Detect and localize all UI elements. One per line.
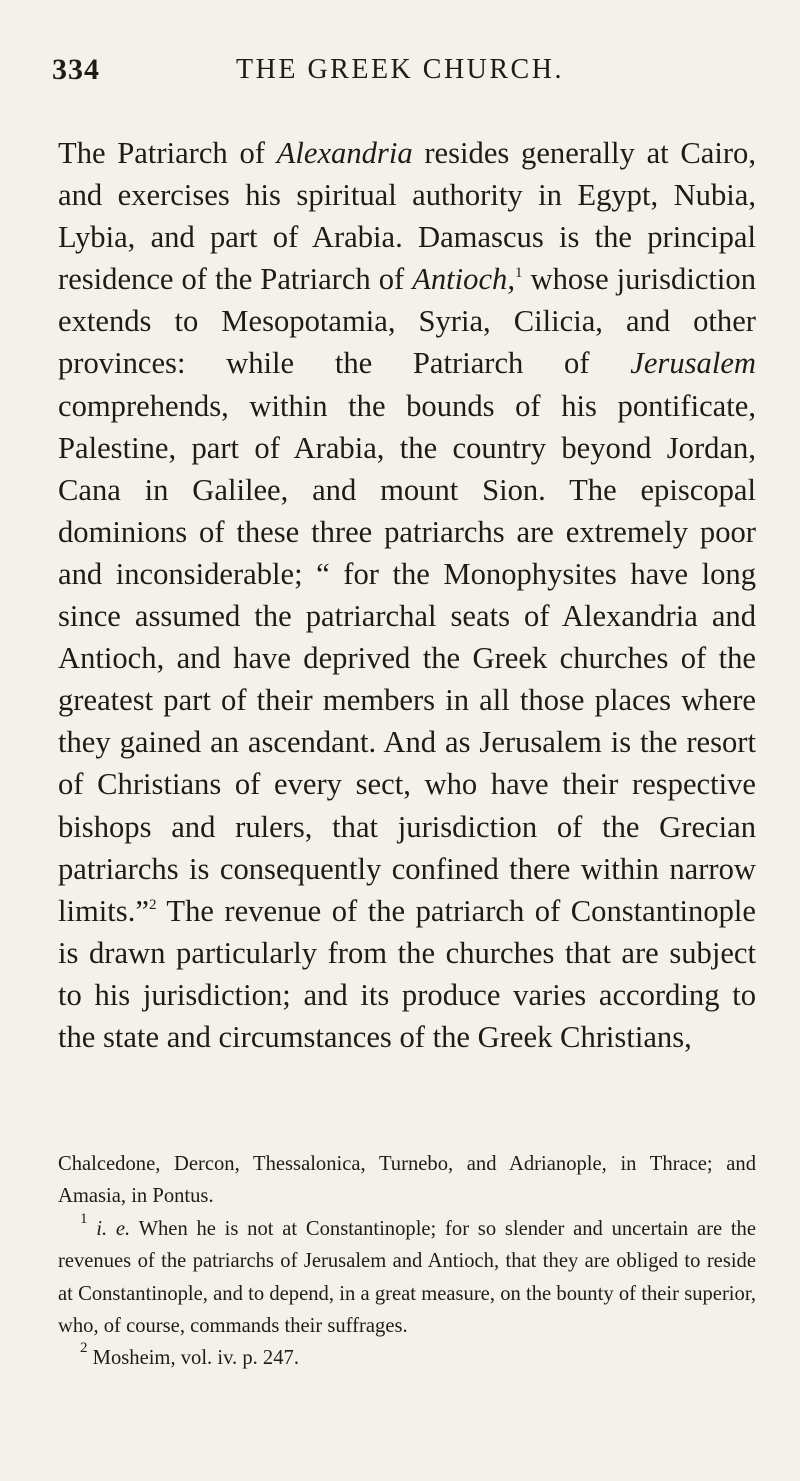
body-text xyxy=(58,132,756,1058)
footnote-continuation: Chalcedone, Dercon, Thessalonica, Turnebo, and Adrianople, in Thrace; and Amasia, in Pontus. xyxy=(58,1153,756,1208)
footnote-1 xyxy=(58,1210,756,1343)
italic-place-name: Antioch, xyxy=(412,262,515,297)
running-head: THE GREEK CHURCH. xyxy=(236,54,564,85)
paragraph xyxy=(58,132,756,1058)
page-number: 334 xyxy=(52,53,100,86)
footnote-text: Mosheim, vol. iv. p. 247. xyxy=(87,1347,299,1370)
footnote-2 xyxy=(58,1342,756,1374)
italic-place-name: Jerusalem xyxy=(630,346,756,381)
footnote-mark: 1 xyxy=(80,1210,88,1227)
text-run: resides generally at Cairo, and exercises his spiritual authority in Egypt, Nubia, Lybia, and part of Arabia. Damascus is the principal residence of the Patriarch of xyxy=(58,136,757,297)
footnote-text: When he is not at Constantinople; for so slender and uncertain are the revenues of the patriarchs of Jerusalem and Antioch, that they are obliged to reside at Constantinople, and to depend, in a great measure, on the bounty of their superior, who, of course, commands their suffrages. xyxy=(58,1217,756,1338)
footnote-italic: i. e. xyxy=(96,1217,131,1240)
text-run: The revenue of the patriarch of Constantinople is drawn particularly from the churches that are subject to his jurisdiction; and its produce varies according to the state and circumstances of the Greek Christians, xyxy=(58,893,756,1054)
text-run: The Patriarch of xyxy=(58,136,277,170)
footnote-mark: 2 xyxy=(80,1340,88,1357)
footnotes xyxy=(58,1148,756,1375)
italic-place-name: Alexandria xyxy=(276,136,413,170)
footnote-ref: 2 xyxy=(148,896,157,913)
footnote-ref: 1 xyxy=(515,265,523,282)
text-run: whose jurisdiction extends to Mesopotamia, Syria, Cilicia, and other provinces: while the Patriarch of xyxy=(58,262,756,381)
text-run: comprehends, within the bounds of his pontificate, Palestine, part of Arabia, the country beyond Jordan, Cana in Galilee, and mount Sion. The episcopal dominions of these three patriarchs are extremely poor and inconsiderable; “ for the Monophysites have long since assumed the patriarchal seats of Alexandria and Antioch, and have deprived the Greek churches of the greatest part of their members in all those places where they gained an ascendant. And as Jerusalem is the resort of Christians of every sect, who have their respective bishops and rulers, that jurisdiction of the Grecian patriarchs is consequently confined there within narrow limits.” xyxy=(58,388,756,928)
page-header xyxy=(52,44,748,96)
